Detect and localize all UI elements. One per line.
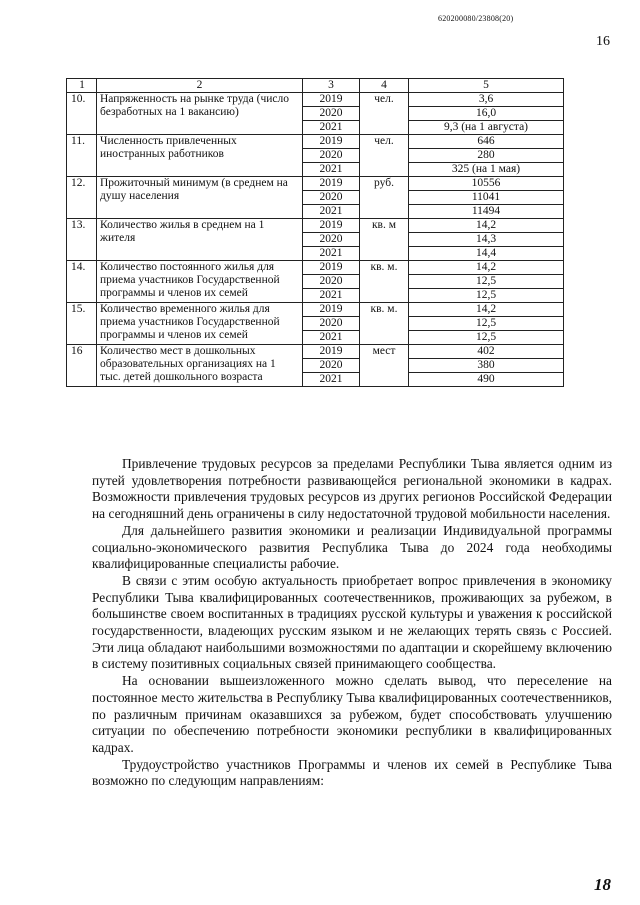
- year-cell: 2019: [303, 303, 360, 317]
- table-row: [67, 219, 564, 233]
- year-cell: 2021: [303, 289, 360, 303]
- value-cell: 12,5: [409, 289, 564, 303]
- table-row: [67, 93, 564, 107]
- unit-cell: чел.: [360, 93, 409, 135]
- unit-cell: руб.: [360, 177, 409, 219]
- unit-cell: чел.: [360, 135, 409, 177]
- year-cell: 2021: [303, 121, 360, 135]
- year-cell: 2019: [303, 93, 360, 107]
- row-number-cell: 16: [67, 345, 97, 387]
- table-row: [67, 261, 564, 275]
- row-number-cell: 11.: [67, 135, 97, 177]
- value-cell: 14,2: [409, 219, 564, 233]
- indicator-name-cell: Численность привлеченных иностранных работников: [97, 135, 303, 177]
- value-cell: 12,5: [409, 331, 564, 345]
- header-cell-num: 1: [67, 79, 97, 93]
- indicator-name-cell: Количество временного жилья для приема участников Государственной программы и членов их семей: [97, 303, 303, 345]
- year-cell: 2021: [303, 373, 360, 387]
- year-cell: 2020: [303, 107, 360, 121]
- paragraph: В связи с этим особую актуальность приобретает вопрос привлечения в экономику Республики Тыва квалифицированных соотечественников, проживающих за рубежом, в большинстве своем воспитанных в традициях русской культуры и уважения к российской государственности, владеющих русским языком и не желающих терять связь с Россией. Эти лица обладают наибольшими возможностями по адаптации и скорейшему включению в систему позитивных социальных связей принимающего сообщества.: [92, 572, 612, 672]
- year-cell: 2020: [303, 233, 360, 247]
- year-cell: 2021: [303, 247, 360, 261]
- value-cell: 490: [409, 373, 564, 387]
- header-cell-name: 2: [97, 79, 303, 93]
- year-cell: 2020: [303, 317, 360, 331]
- row-number-cell: 14.: [67, 261, 97, 303]
- value-cell: 9,3 (на 1 августа): [409, 121, 564, 135]
- value-cell: 14,3: [409, 233, 564, 247]
- indicator-name-cell: Прожиточный минимум (в среднем на душу населения: [97, 177, 303, 219]
- row-number-cell: 12.: [67, 177, 97, 219]
- value-cell: 12,5: [409, 275, 564, 289]
- year-cell: 2019: [303, 345, 360, 359]
- year-cell: 2019: [303, 135, 360, 149]
- year-cell: 2020: [303, 275, 360, 289]
- document-code: 620200080/23808(20): [438, 14, 514, 23]
- value-cell: 11494: [409, 205, 564, 219]
- value-cell: 14,2: [409, 303, 564, 317]
- value-cell: 16,0: [409, 107, 564, 121]
- table-row: [67, 345, 564, 359]
- year-cell: 2019: [303, 177, 360, 191]
- year-cell: 2020: [303, 191, 360, 205]
- value-cell: 14,4: [409, 247, 564, 261]
- row-number-cell: 15.: [67, 303, 97, 345]
- unit-cell: кв. м.: [360, 303, 409, 345]
- value-cell: 10556: [409, 177, 564, 191]
- page-number: 16: [596, 34, 610, 49]
- year-cell: 2020: [303, 149, 360, 163]
- value-cell: 325 (на 1 мая): [409, 163, 564, 177]
- table-header-row: [67, 79, 564, 93]
- indicators-table: [66, 78, 564, 387]
- unit-cell: мест: [360, 345, 409, 387]
- value-cell: 12,5: [409, 317, 564, 331]
- indicator-name-cell: Количество жилья в среднем на 1 жителя: [97, 219, 303, 261]
- indicator-name-cell: Количество мест в дошкольных образовательных организациях на 1 тыс. детей дошкольного возраста: [97, 345, 303, 387]
- value-cell: 380: [409, 359, 564, 373]
- table-row: [67, 177, 564, 191]
- unit-cell: кв. м: [360, 219, 409, 261]
- year-cell: 2020: [303, 359, 360, 373]
- header-cell-year: 3: [303, 79, 360, 93]
- header-cell-value: 5: [409, 79, 564, 93]
- value-cell: 14,2: [409, 261, 564, 275]
- handwritten-page-mark: 18: [594, 875, 611, 894]
- body-text: [92, 456, 612, 790]
- year-cell: 2021: [303, 205, 360, 219]
- paragraph: На основании вышеизложенного можно сделать вывод, что переселение на постоянное место жительства в Республику Тыва квалифицированных соотечественников, по различным причинам оказавшихся за рубежом, будет способствовать улучшению ситуации по обеспечению потребности экономики республики в квалифицированных кадрах.: [92, 673, 612, 755]
- year-cell: 2021: [303, 163, 360, 177]
- row-number-cell: 10.: [67, 93, 97, 135]
- paragraph: Трудоустройство участников Программы и членов их семей в Республике Тыва возможно по следующим направлениям:: [92, 756, 612, 789]
- value-cell: 646: [409, 135, 564, 149]
- year-cell: 2019: [303, 261, 360, 275]
- value-cell: 3,6: [409, 93, 564, 107]
- unit-cell: кв. м.: [360, 261, 409, 303]
- row-number-cell: 13.: [67, 219, 97, 261]
- year-cell: 2021: [303, 331, 360, 345]
- value-cell: 402: [409, 345, 564, 359]
- indicator-name-cell: Количество постоянного жилья для приема участников Государственной программы и членов их семей: [97, 261, 303, 303]
- table-row: [67, 135, 564, 149]
- value-cell: 11041: [409, 191, 564, 205]
- paragraph: Привлечение трудовых ресурсов за пределами Республики Тыва является одним из путей удовлетворения потребности развивающейся региональной экономики в кадрах. Возможности привлечения трудовых ресурсов из других регионов Российской Федерации на сегодняшний день ограничены в силу недостаточной трудовой мобильности населения.: [92, 456, 612, 522]
- table-row: [67, 303, 564, 317]
- indicator-name-cell: Напряженность на рынке труда (число безработных на 1 вакансию): [97, 93, 303, 135]
- header-cell-unit: 4: [360, 79, 409, 93]
- value-cell: 280: [409, 149, 564, 163]
- year-cell: 2019: [303, 219, 360, 233]
- paragraph: Для дальнейшего развития экономики и реализации Индивидуальной программы социально-экономического развития Республика Тыва до 2024 года необходимы квалифицированные специалисты рабочие.: [92, 522, 612, 572]
